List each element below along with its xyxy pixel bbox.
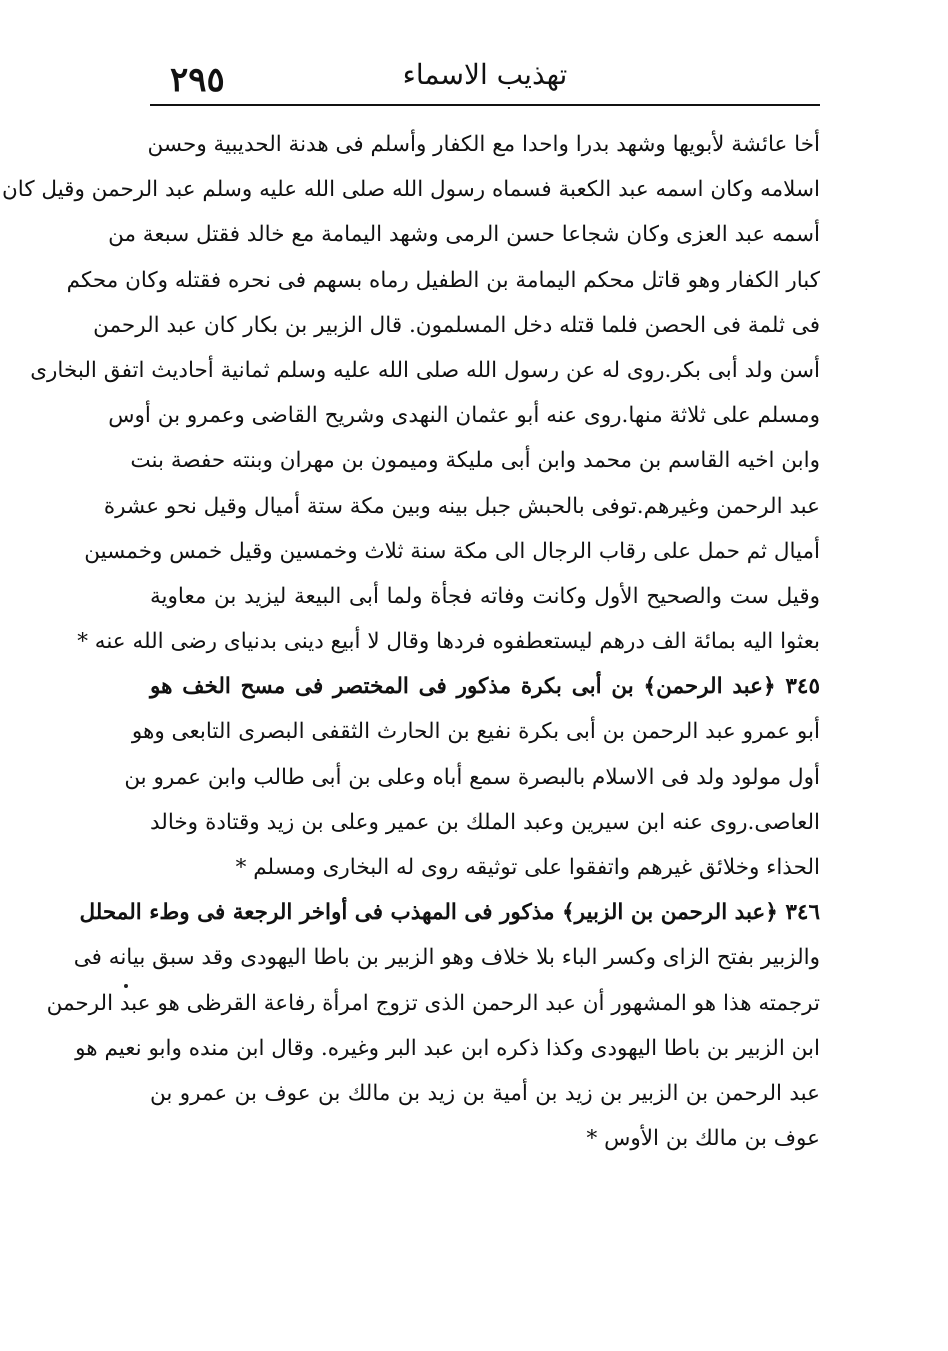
ink-speck xyxy=(124,984,128,988)
text-line: اسلامه وكان اسمه عبد الكعبة فسماه رسول الله صلى الله عليه وسلم عبد الرحمن وقيل كان xyxy=(2,177,820,203)
text-line: أبو عمرو عبد الرحمن بن أبى بكرة نفيع بن الحارث الثقفى البصرى التابعى وهو xyxy=(131,719,820,745)
text-line: كبار الكفار وهو قاتل محكم اليمامة بن الطفيل رماه بسهم فى نحره فقتله وكان محكم xyxy=(66,267,820,293)
text-line: ترجمته هذا هو المشهور أن عبد الرحمن الذى تزوج امرأة رفاعة القرظى هو عبد الرحمن xyxy=(46,990,820,1016)
text-line: العاصى.روى عنه ابن سيرين وعبد الملك بن عمير وعلى بن زيد وقتادة وخالد xyxy=(150,809,820,835)
text-line: والزبير بفتح الزاى وكسر الباء بلا خلاف وهو الزبير بن باطا اليهودى وقد سبق بيانه فى xyxy=(73,945,820,971)
text-line: وابن اخيه القاسم بن محمد وابن أبى مليكة وميمون بن مهران وبنته حفصة بنت xyxy=(130,448,820,474)
text-line: فى ثلمة فى الحصن فلما قتله دخل المسلمون. قال الزبير بن بكار كان عبد الرحمن xyxy=(93,312,820,338)
book-title: تهذيب الاسماء xyxy=(402,58,568,91)
text-line: أخا عائشة لأبويها وشهد بدرا واحدا مع الكفار وأسلم فى هدنة الحديبية وحسن xyxy=(147,132,820,157)
text-line: أميال ثم حمل على رقاب الرجال الى مكة سنة ثلاث وخمسين وقيل خمس وخمسين xyxy=(84,538,820,564)
text-line-paragraph-end: بعثوا اليه بمائة الف درهم ليستعطفوه فردها وقال لا أبيع دينى بدنياى رضى الله عنه * xyxy=(77,629,820,655)
body-text xyxy=(2,122,820,1161)
text-line: أسن ولد أبى بكر.روى له عن رسول الله صلى الله عليه وسلم ثمانية أحاديث اتفق البخارى xyxy=(30,357,820,383)
page-number: ٢٩٥ xyxy=(170,60,225,100)
text-line: ابن الزبير بن باطا اليهودى وكذا ذكره ابن عبد البر وغيره. وقال ابن منده وابو نعيم هو xyxy=(75,1035,820,1061)
header-rule xyxy=(150,104,820,106)
text-line: عبد الرحمن وغيرهم.توفى بالحبش جبل بينه وبين مكة ستة أميال وقيل نحو عشرة xyxy=(103,493,820,519)
text-line-paragraph-end: الحذاء وخلائق غيرهم واتفقوا على توثيقه روى له البخارى ومسلم * xyxy=(235,855,820,880)
text-line-paragraph-end: عوف بن مالك بن الأوس * xyxy=(586,1126,820,1152)
text-line: أسمه عبد العزى وكان شجاعا حسن الرمى وشهد اليمامة مع خالد فقتل سبعة من xyxy=(108,222,820,248)
entry-345-heading-line: ٣٤٥ ﴿عبد الرحمن﴾ بن أبى بكرة مذكور فى المختصر فى مسح الخف هو xyxy=(150,674,820,700)
entry-346-heading-line: ٣٤٦ ﴿عبد الرحمن بن الزبير﴾ مذكور فى المهذب فى أواخر الرجعة فى وطء المحلل xyxy=(79,900,820,926)
text-line: وقيل ست والصحيح الأول وكانت وفاته فجأة ولما أبى البيعة ليزيد بن معاوية xyxy=(150,583,820,609)
text-line: عبد الرحمن بن الزبير بن زيد بن أمية بن زيد بن مالك بن عوف بن عمرو بن xyxy=(150,1080,820,1106)
text-line: ومسلم على ثلاثة منها.روى عنه أبو عثمان النهدى وشريح القاضى وعمرو بن أوس xyxy=(108,403,820,429)
running-head xyxy=(150,52,820,102)
text-line: أول مولود ولد فى الاسلام بالبصرة سمع أباه وعلى بن أبى طالب وابن عمرو بن xyxy=(124,764,820,790)
